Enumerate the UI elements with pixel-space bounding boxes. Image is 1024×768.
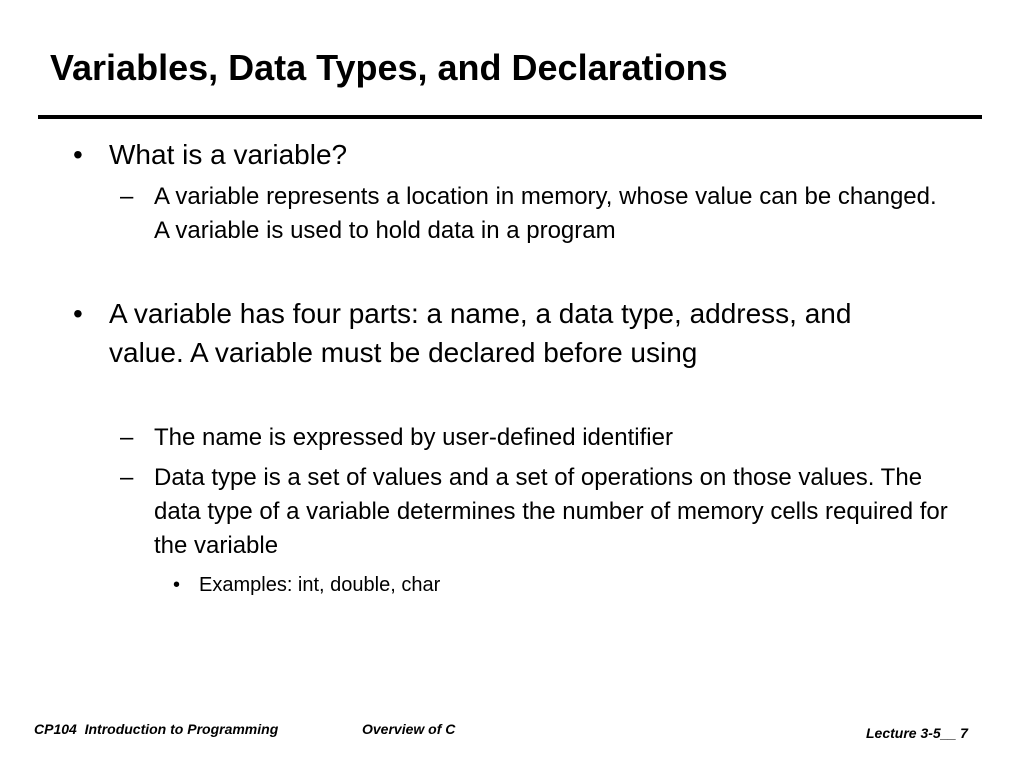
- bullet-marker: •: [73, 298, 83, 329]
- sub-bullet-text: A variable represents a location in memory, whose value can be changed. A variable is used to hold data in a program: [154, 183, 937, 244]
- bullet-text: A variable has four parts: a name, a data type, address, and value. A variable must be declared before using: [109, 298, 852, 368]
- bullet-item: [73, 135, 899, 174]
- footer-course: CP104 Introduction to Programming: [34, 721, 279, 737]
- sub-sub-bullet-text: Examples: int, double, char: [199, 574, 441, 596]
- dash-marker: –: [120, 183, 134, 210]
- dash-marker: –: [120, 424, 134, 451]
- slide-title: Variables, Data Types, and Declarations: [50, 47, 728, 88]
- sub-bullet-item: [120, 461, 954, 563]
- footer-lecture: Lecture 3-5__ 7: [866, 725, 968, 741]
- small-bullet-marker: •: [173, 574, 181, 596]
- sub-bullet-item: [120, 180, 954, 248]
- bullet-item: [73, 294, 899, 372]
- dash-marker: –: [120, 464, 134, 491]
- sub-sub-bullet-item: [173, 571, 899, 599]
- sub-bullet-item: [120, 421, 954, 455]
- sub-bullet-text: Data type is a set of values and a set of operations on those values. The data type of a variable determines the number of memory cells required for the variable: [154, 464, 948, 559]
- bullet-text: What is a variable?: [109, 139, 348, 170]
- sub-bullet-text: The name is expressed by user-defined identifier: [154, 424, 673, 451]
- footer-topic: Overview of C: [362, 721, 456, 737]
- bullet-marker: •: [73, 139, 83, 170]
